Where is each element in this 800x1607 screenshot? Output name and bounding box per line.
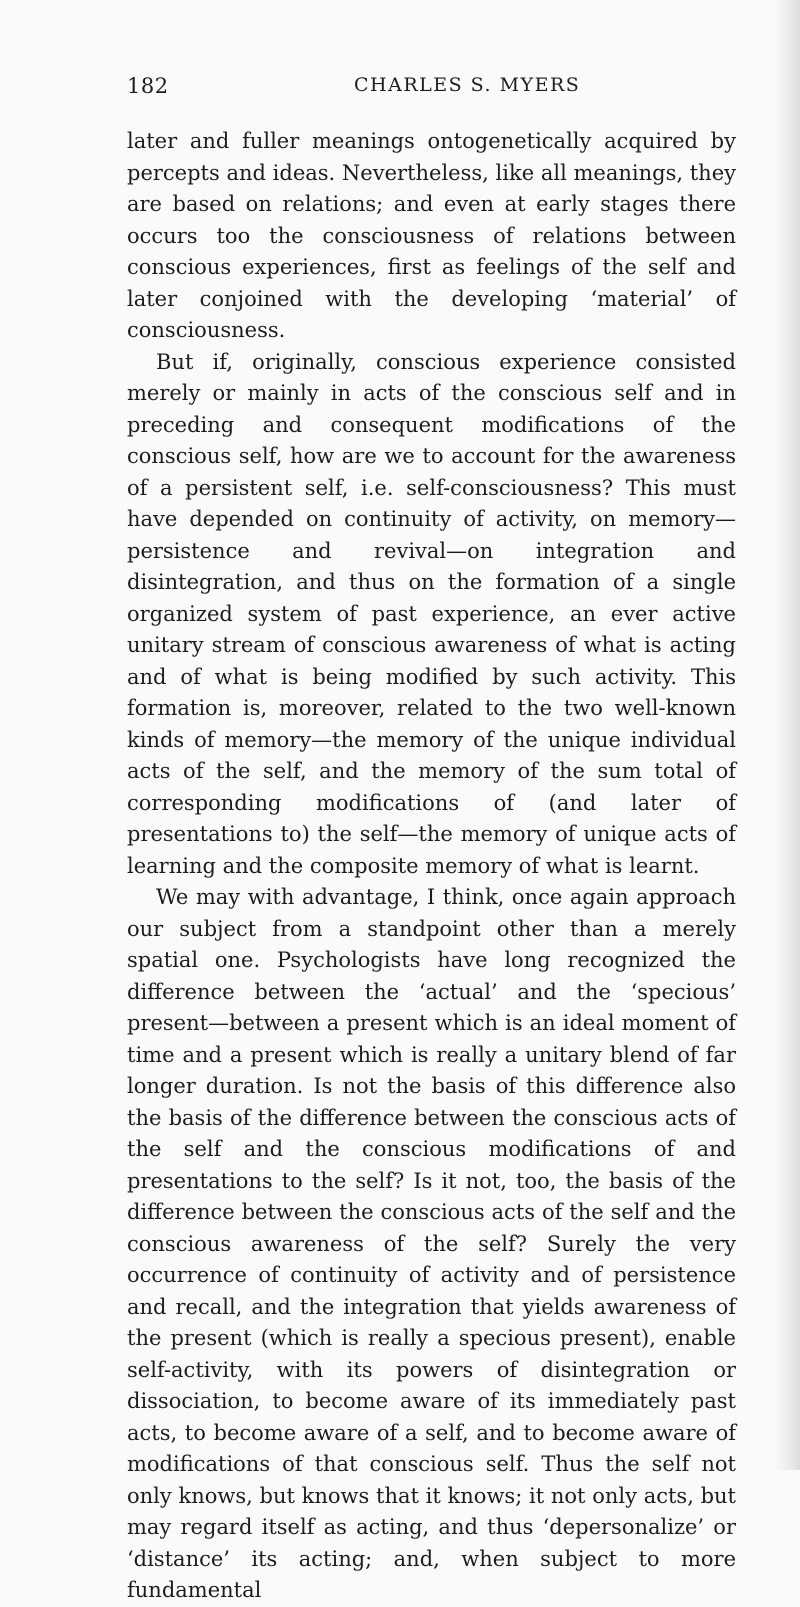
paragraph: We may with advantage, I think, once again approach our subject from a standpoint other than a merely spatial one. Psychologists have long recognized the difference between the ‘actual’ and the ‘specious’ present—between a present which is an ideal moment of time and a present which is really a unitary blend of far longer duration. Is not the basis of this difference also the basis of the difference between the conscious acts of the self and the conscious modifications of and presentations to the self? Is it not, too, the basis of the difference between the conscious acts of the self and the conscious awareness of the self? Surely the very occurrence of continuity of activity and of persistence and recall, and the integration that yields awareness of the present (which is really a specious present), enable self-activity, with its powers of disintegration or dissociation, to become aware of its immediately past acts, to become aware of a self, and to become aware of modifications of that conscious self. Thus the self not only knows, but knows that it knows; it not only acts, but may regard itself as acting, and thus ‘depersonalize’ or ‘distance’ its acting; and, when subject to more fundamental bbox=[127, 885, 736, 1602]
page-number: 182 bbox=[127, 74, 169, 98]
paragraph: later and fuller meanings ontogenetically acquired by percepts and ideas. Nevertheless, like all meanings, they are based on relations; and even at early stages there occurs too the consciousness of relations between conscious experiences, first as feelings of the self and later conjoined with the developing ‘material’ of consciousness. bbox=[127, 129, 736, 342]
body-text bbox=[127, 126, 736, 1607]
page-header bbox=[127, 74, 730, 106]
paragraph: But if, originally, conscious experience consisted merely or mainly in acts of the conscious self and in preceding and consequent modifications of the conscious self, how are we to account for the awareness of a persistent self, i.e. self-consciousness? This must have depended on continuity of activity, on memory—persistence and revival—on integration and disintegration, and thus on the formation of a single organized system of past experience, an ever active unitary stream of conscious awareness of what is acting and of what is being modified by such activity. This formation is, moreover, related to the two well-known kinds of memory—the memory of the unique individual acts of the self, and the memory of the sum total of corresponding modifications of (and later of presentations to) the self—the memory of unique acts of learning and the composite memory of what is learnt. bbox=[127, 349, 736, 878]
running-head: CHARLES S. MYERS bbox=[354, 74, 581, 96]
page-edge-shadow bbox=[774, 0, 800, 1470]
